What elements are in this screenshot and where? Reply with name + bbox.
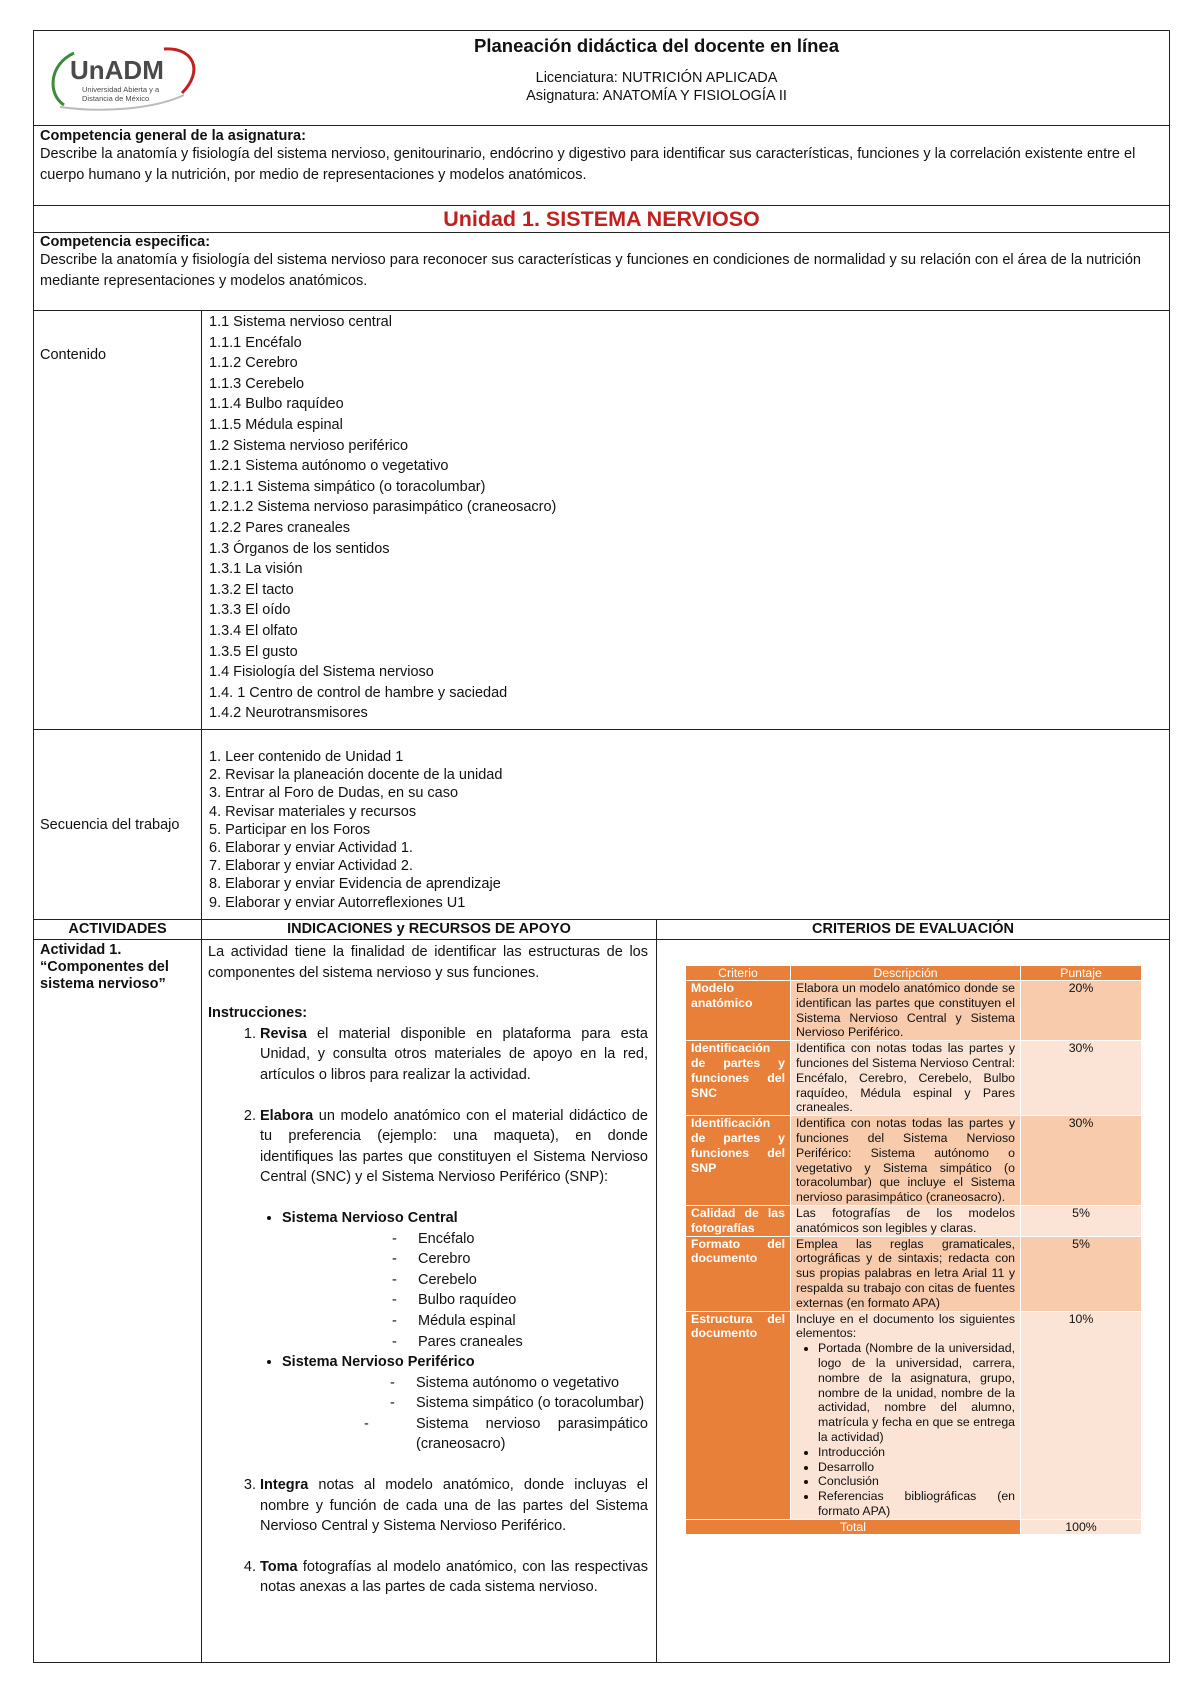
list-item: 8. Elaborar y enviar Evidencia de aprendizaje: [209, 876, 501, 893]
snc-item: - Cerebro: [392, 1251, 471, 1268]
list-item: 1.3.1 La visión: [209, 561, 303, 578]
document-header: [34, 31, 1170, 126]
indicaciones-cell: [202, 940, 657, 1663]
actividades-header-row: [34, 920, 1170, 940]
planeacion-table: [33, 30, 1170, 1663]
rubric-total-value: 100%: [1021, 1519, 1142, 1535]
snp-item: - Sistema nervioso parasimpático (craneosacro): [364, 1415, 648, 1453]
rubric-descripcion: Las fotografías de los modelos anatómicos son legibles y claras.: [791, 1205, 1021, 1236]
secuencia-label: Secuencia del trabajo: [34, 730, 202, 920]
snc-item: - Encéfalo: [392, 1230, 475, 1247]
snc-item: - Bulbo raquídeo: [392, 1292, 517, 1309]
snp-item: - Sistema simpático (o toracolumbar): [390, 1395, 645, 1412]
competencia-especifica-text: Describe la anatomía y fisiología del sistema nervioso para reconocer sus características y funciones en condiciones de normalidad y su relación con el área de la nutrición mediante representaciones y modelos anatómicos.: [40, 252, 1141, 289]
unadm-logo: [44, 43, 209, 113]
rubric-row: [686, 1116, 1142, 1206]
instruccion-step: 4. Toma fotografías al modelo anatómico, con las respectivas notas anexas a las partes de cada sistema nervioso.: [260, 1557, 648, 1598]
sistemas-list: [260, 1208, 648, 1229]
svg-text:Distancia de México: Distancia de México: [82, 94, 150, 103]
list-item: 3. Entrar al Foro de Dudas, en su caso: [209, 785, 459, 802]
unidad-section: [34, 206, 1170, 233]
snp-label: Sistema Nervioso Periférico: [282, 1354, 475, 1371]
list-item: 1.1.5 Médula espinal: [209, 416, 343, 433]
list-item: 2. Revisar la planeación docente de la unidad: [209, 767, 503, 784]
list-item: 1.2.1.1 Sistema simpático (o toracolumbar): [209, 478, 486, 495]
svg-text:UnADM: UnADM: [70, 55, 164, 85]
list-item: 1.1 Sistema nervioso central: [209, 314, 392, 330]
rubric-descripcion: Identifica con notas todas las partes y funciones del Sistema Nervioso Periférico: Sistema autónomo o vegetativo y Sistema simpático (o toracolumbar) que incluye el Sistema nervioso parasimpático (craneosacro).: [791, 1116, 1021, 1206]
rubric-bullet: • Referencias bibliográficas (en formato APA): [818, 1489, 1015, 1519]
competencia-especifica: [34, 233, 1170, 311]
col-header-criterios: CRITERIOS DE EVALUACIÓN: [657, 920, 1170, 940]
rubric-puntaje: 5%: [1021, 1236, 1142, 1311]
list-item: 1. Leer contenido de Unidad 1: [209, 749, 404, 765]
actividad-name: Actividad 1. “Componentes del sistema nervioso”: [34, 940, 202, 1663]
rubric-criterio: Calidad de las fotografías: [686, 1205, 791, 1236]
rubric-header: Descripción: [791, 966, 1021, 981]
rubric-header-row: [686, 966, 1142, 981]
rubric-total-row: [686, 1519, 1142, 1535]
list-item: 1.4. 1 Centro de control de hambre y saciedad: [209, 684, 508, 701]
list-item: 4. Revisar materiales y recursos: [209, 803, 417, 820]
list-item: 1.1.3 Cerebelo: [209, 375, 305, 392]
list-item: 1.1.4 Bulbo raquídeo: [209, 396, 344, 413]
rubric-table: [685, 965, 1142, 1535]
licenciatura: Licenciatura: NUTRICIÓN APLICADA: [535, 70, 778, 86]
list-item: 1.1.1 Encéfalo: [209, 334, 302, 351]
rubric-descripcion: Identifica con notas todas las partes y funciones del Sistema Nervioso Central: Encéfalo, Cerebro, Cerebelo, Bulbo raquídeo, Médula espinal y Pares craneales.: [791, 1041, 1021, 1116]
competencia-especifica-heading: Competencia especifica:: [40, 234, 211, 250]
secuencia-list: [202, 730, 1170, 920]
rubric-descripcion: Elabora un modelo anatómico donde se identifican las partes que constituyen el Sistema Nervioso Central y Sistema Nervioso Periférico.: [791, 981, 1021, 1041]
competencia-general-heading: Competencia general de la asignatura:: [40, 128, 306, 144]
rubric-row: [686, 1041, 1142, 1116]
instrucciones-heading: Instrucciones:: [208, 1005, 308, 1022]
asignatura: Asignatura: ANATOMÍA Y FISIOLOGÍA II: [526, 88, 787, 104]
list-item: 1.3.2 El tacto: [209, 581, 294, 598]
rubric-bullet: • Portada (Nombre de la universidad, logo de la universidad, carrera, nombre de la asignatura, grupo, nombre de la unidad, nombre de la actividad, nombre del alumno, matrícula y fecha en que se entrega la actividad): [818, 1341, 1015, 1445]
instruccion-step: 1. Revisa el material disponible en plataforma para esta Unidad, y consulta otros materiales de apoyo en la red, artículos o libros para realizar la actividad.: [260, 1024, 648, 1086]
instruccion-step: 2. Elabora un modelo anatómico con el material didáctico de tu preferencia (ejemplo: una maqueta), en donde identifiques las partes que constituyen el Sistema Nervioso Central (SNC) y el Sistema Nervioso Periférico (SNP): • Sistema Nervioso Central - Encéfalo - Cerebro - Cerebelo - Bulbo raquídeo - Médula espinal - Pares craneales • Sistema Nervioso Periférico - Sistema autónomo o vegetativo - Sistema simpático (o toracolumbar) - Sistema nervioso parasimpático (craneosacro): [260, 1106, 648, 1456]
list-item: 1.4 Fisiología del Sistema nervioso: [209, 664, 434, 681]
unidad-title: Unidad 1. SISTEMA NERVIOSO: [443, 207, 760, 231]
snc-item: - Médula espinal: [392, 1312, 516, 1329]
list-item: 6. Elaborar y enviar Actividad 1.: [209, 840, 413, 857]
contenido-label: Contenido: [34, 311, 202, 730]
rubric-bullets: [796, 1341, 1015, 1519]
list-item: 1.2.2 Pares craneales: [209, 519, 351, 536]
instrucciones-list: [208, 1024, 648, 1598]
col-header-indicaciones: INDICACIONES y RECURSOS DE APOYO: [202, 920, 657, 940]
rubric-row: [686, 981, 1142, 1041]
snp-item: - Sistema autónomo o vegetativo: [390, 1374, 620, 1391]
rubric-criterio: Identificación de partes y funciones del SNC: [686, 1041, 791, 1116]
rubric-puntaje: 30%: [1021, 1116, 1142, 1206]
col-header-actividades: ACTIVIDADES: [34, 920, 202, 940]
rubric-total-label: Total: [686, 1519, 1021, 1535]
contenido-list: [202, 311, 1170, 730]
rubric-puntaje: 5%: [1021, 1205, 1142, 1236]
competencia-general: [34, 126, 1170, 206]
rubric-criterio: Formato del documento: [686, 1236, 791, 1311]
rubric-puntaje: 10%: [1021, 1311, 1142, 1519]
list-item: 1.3 Órganos de los sentidos: [209, 540, 390, 557]
list-item: 1.3.3 El oído: [209, 602, 291, 619]
svg-text:Universidad Abierta y a: Universidad Abierta y a: [82, 85, 160, 94]
list-item: 1.3.4 El olfato: [209, 622, 298, 639]
rubric-puntaje: 20%: [1021, 981, 1142, 1041]
document-title: Planeación didáctica del docente en línea: [474, 35, 839, 56]
rubric-bullet: • Introducción: [818, 1445, 1015, 1460]
list-item: 1.2.1 Sistema autónomo o vegetativo: [209, 458, 449, 475]
rubric-criterio: Modelo anatómico: [686, 981, 791, 1041]
rubric-row: [686, 1205, 1142, 1236]
snc-label: Sistema Nervioso Central: [282, 1209, 458, 1226]
list-item: 1.4.2 Neurotransmisores: [209, 705, 368, 722]
rubric-puntaje: 30%: [1021, 1041, 1142, 1116]
competencia-general-text: Describe la anatomía y fisiología del sistema nervioso, genitourinario, endócrino y digestivo para identificar sus características, funciones y la correlación existente entre el cuerpo humano y la nutrición, por medio de representaciones y modelos anatómicos.: [40, 146, 1136, 183]
list-item: 1.1.2 Cerebro: [209, 355, 298, 372]
snc-item: - Cerebelo: [392, 1271, 477, 1288]
list-item: 5. Participar en los Foros: [209, 821, 371, 838]
rubric-row: [686, 1236, 1142, 1311]
rubric-row: [686, 1311, 1142, 1519]
rubric-descripcion: Incluye en el documento los siguientes elementos: • Portada (Nombre de la universidad, logo de la universidad, carrera, nombre de la asignatura, grupo, nombre de la unidad, nombre de la actividad, nombre del alumno, matrícula y fecha en que se entrega la actividad) • Introducción • Desarrollo • Conclusión • Referencias bibliográficas (en formato APA): [791, 1311, 1021, 1519]
actividad-intro: La actividad tiene la finalidad de identificar las estructuras de los componentes del sistema nervioso y sus funciones.: [208, 944, 648, 981]
document-page: [33, 30, 1169, 1663]
criterios-cell: [657, 940, 1170, 1663]
rubric-header: Puntaje: [1021, 966, 1142, 981]
rubric-bullet: • Desarrollo: [818, 1460, 1015, 1475]
list-item: 1.2 Sistema nervioso periférico: [209, 437, 409, 454]
list-item: 9. Elaborar y enviar Autorreflexiones U1: [209, 894, 466, 911]
snc-item: - Pares craneales: [392, 1333, 523, 1350]
rubric-criterio: Estructura del documento: [686, 1311, 791, 1519]
rubric-bullet: • Conclusión: [818, 1474, 1015, 1489]
rubric-header: Criterio: [686, 966, 791, 981]
rubric-criterio: Identificación de partes y funciones del SNP: [686, 1116, 791, 1206]
list-item: 7. Elaborar y enviar Actividad 2.: [209, 858, 413, 875]
instruccion-step: 3. Integra notas al modelo anatómico, donde incluyas el nombre y función de cada una de las partes del Sistema Nervioso Central y Sistema Nervioso Periférico.: [260, 1475, 648, 1537]
list-item: 1.2.1.2 Sistema nervioso parasimpático (craneosacro): [209, 499, 557, 516]
list-item: 1.3.5 El gusto: [209, 643, 298, 660]
rubric-descripcion: Emplea las reglas gramaticales, ortográficas y de sintaxis; redacta con sus propias palabras en letra Arial 11 y respalda su trabajo con citas de fuentes externas (en formato APA): [791, 1236, 1021, 1311]
